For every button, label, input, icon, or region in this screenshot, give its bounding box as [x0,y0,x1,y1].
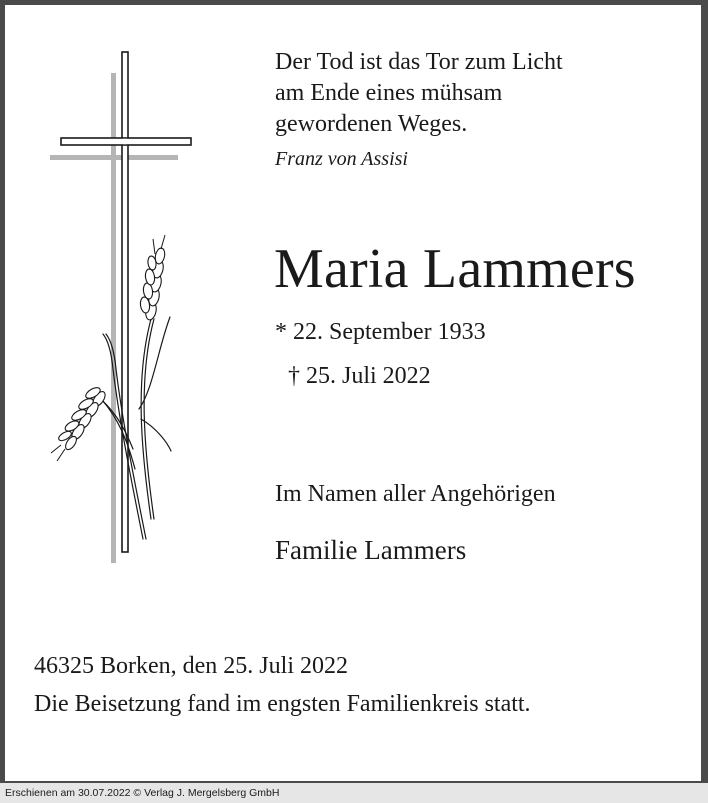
deceased-name: Maria Lammers [274,238,636,300]
on-behalf-text: Im Namen aller Angehörigen [275,481,556,507]
place-and-date: 46325 Borken, den 25. Juli 2022 [34,653,348,679]
family-signature: Familie Lammers [275,535,467,565]
obituary-card [5,5,701,781]
birth-date: * 22. September 1933 [275,319,486,345]
quote-line: gewordenen Weges. [275,111,468,137]
publication-footer: Erschienen am 30.07.2022 © Verlag J. Mergelsberg GmbH [0,783,708,803]
death-date: † 25. Juli 2022 [288,363,431,389]
cross-with-wheat-icon [23,49,213,579]
quote-text [275,47,563,140]
quote-author: Franz von Assisi [275,148,408,170]
quote-line: Der Tod ist das Tor zum Licht [275,49,563,75]
quote-line: am Ende eines mühsam [275,80,503,106]
funeral-note: Die Beisetzung fand im engsten Familienkreis statt. [34,691,531,717]
